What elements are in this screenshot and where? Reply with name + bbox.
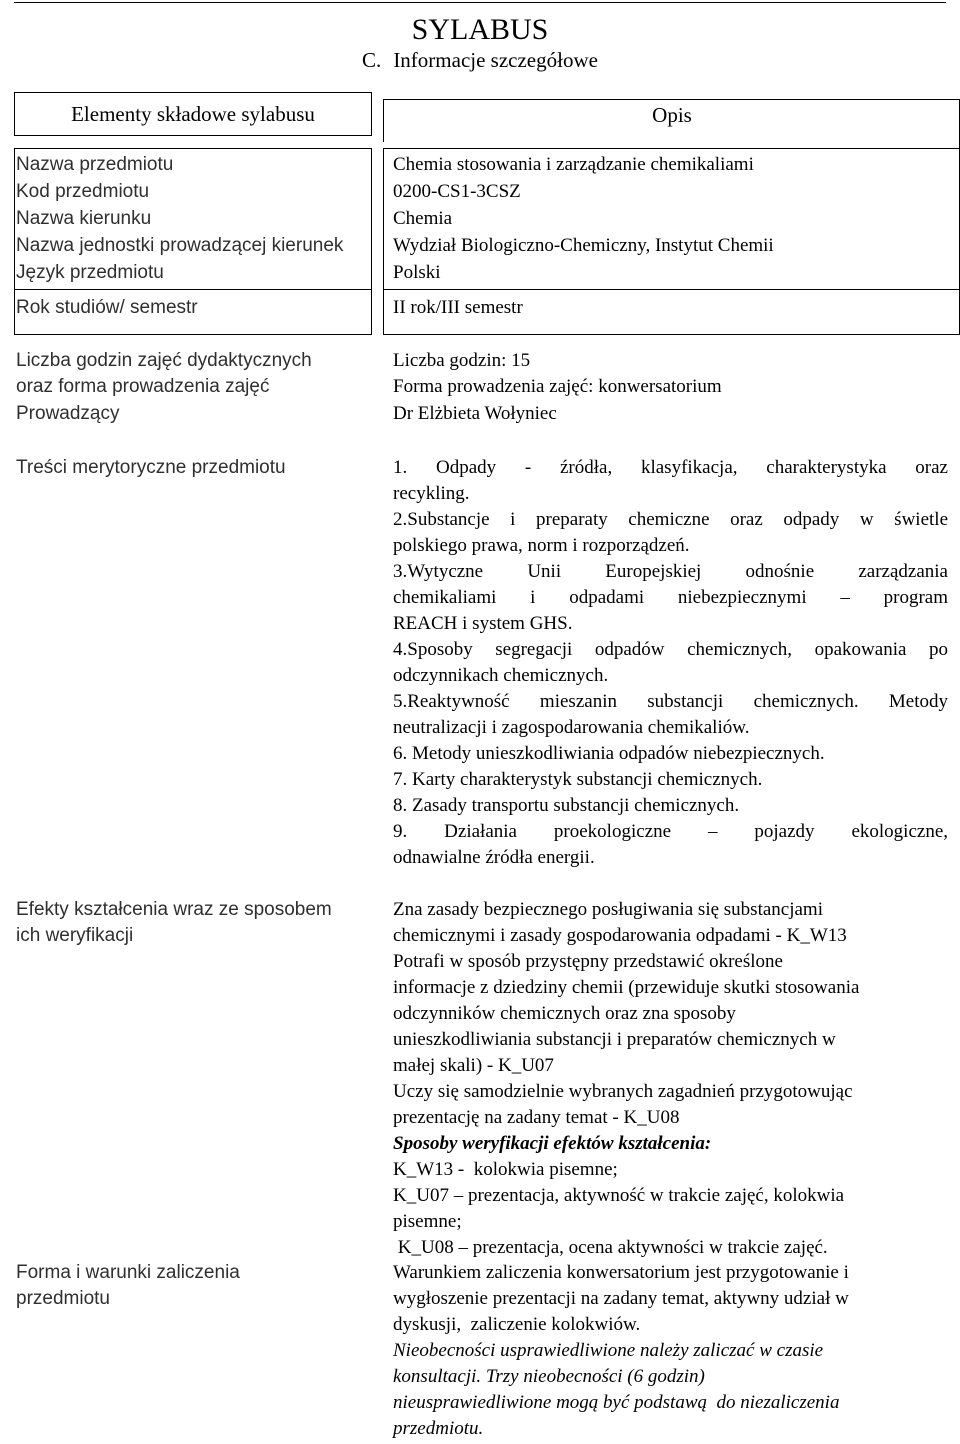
efekty-line: odczynników chemicznych oraz zna sposoby: [393, 1003, 736, 1024]
value-rok-studiow: II rok/III semestr: [393, 297, 523, 318]
efekty-line: małej skali) - K_U07: [393, 1055, 554, 1076]
efekty-list: [393, 897, 859, 1261]
label-forma-line1: Forma i warunki zaliczenia: [16, 1262, 240, 1283]
value-godziny-line1: Liczba godzin: 15: [393, 350, 531, 371]
efekty-line: informacje z dziedziny chemii (przewiduje skutki stosowania: [393, 977, 860, 998]
label-kod-przedmiotu: Kod przedmiotu: [16, 181, 150, 202]
top-rule: [14, 2, 946, 3]
weryfikacja-line: K_W13 - kolokwia pisemne;: [393, 1159, 618, 1180]
forma-italic-line: nieusprawiedliwione mogą być podstawą do niezaliczenia: [393, 1392, 840, 1413]
label-godziny-line1: Liczba godzin zajęć dydaktycznych: [16, 350, 312, 371]
value-jednostka: Wydział Biologiczno-Chemiczny, Instytut Chemii: [393, 235, 774, 256]
rule-section-divider-right: [383, 334, 960, 335]
tresci-line: odnawialne źródła energii.: [393, 847, 595, 868]
value-jezyk: Polski: [393, 262, 441, 283]
value-nazwa-kierunku: Chemia: [393, 208, 453, 229]
label-nazwa-przedmiotu: Nazwa przedmiotu: [16, 154, 174, 175]
forma-italic-line: przedmiotu.: [393, 1418, 484, 1439]
efekty-line: chemicznymi i zasady gospodarowania odpadami - K_W13: [393, 925, 847, 946]
label-forma-line2: przedmiotu: [16, 1288, 110, 1309]
rule-section-divider-left: [14, 334, 372, 335]
weryfikacja-heading: Sposoby weryfikacji efektów kształcenia:: [393, 1133, 712, 1154]
label-jednostka: Nazwa jednostki prowadzącej kierunek: [16, 235, 344, 256]
tresci-line: chemikaliami i odpadami niebezpiecznymi – program: [393, 587, 948, 608]
label-godziny-line2: oraz forma prowadzenia zajęć: [16, 376, 270, 397]
value-godziny-line2: Forma prowadzenia zajęć: konwersatorium: [393, 376, 722, 397]
tresci-line: polskiego prawa, norm i rozporządzeń.: [393, 535, 690, 556]
tresci-line: 9. Działania proekologiczne – pojazdy ekologiczne,: [393, 821, 948, 842]
rule-row-divider-left: [14, 289, 372, 290]
efekty-line: unieszkodliwiania substancji i preparatów chemicznych w: [393, 1029, 836, 1050]
rule-left-column-right: [371, 148, 372, 335]
rule-header-bottom-right: [383, 148, 960, 149]
efekty-line: Potrafi w sposób przystępny przedstawić określone: [393, 951, 783, 972]
label-rok-studiow: Rok studiów/ semestr: [16, 297, 198, 318]
value-nazwa-przedmiotu: Chemia stosowania i zarządzanie chemikaliami: [393, 154, 754, 175]
tresci-line: 7. Karty charakterystyk substancji chemicznych.: [393, 769, 763, 790]
forma-italic-line: Nieobecności usprawiedliwione należy zaliczać w czasie: [393, 1340, 824, 1361]
page-subtitle: [0, 47, 960, 73]
tresci-line: 8. Zasady transportu substancji chemicznych.: [393, 795, 740, 816]
page-title: SYLABUS: [411, 13, 549, 46]
weryfikacja-line: pisemne;: [393, 1211, 462, 1232]
tresci-line: neutralizacji i zagospodarowania chemikaliów.: [393, 717, 750, 738]
value-prowadzacy: Dr Elżbieta Wołyniec: [393, 403, 557, 424]
forma-list: [393, 1260, 849, 1442]
tresci-line: 5.Reaktywność mieszanin substancji chemicznych. Metody: [393, 691, 948, 712]
subtitle-text: Informacje szczegółowe: [393, 48, 598, 72]
efekty-line: Zna zasady bezpiecznego posługiwania się substancjami: [393, 899, 823, 920]
forma-line: wygłoszenie prezentacji na zadany temat, aktywny udział w: [393, 1288, 849, 1309]
label-jezyk: Język przedmiotu: [16, 262, 164, 283]
tresci-line: 4.Sposoby segregacji odpadów chemicznych, opakowania po: [393, 639, 948, 660]
rule-left-column-left: [14, 148, 15, 335]
rule-right-column-left: [383, 148, 384, 335]
label-prowadzacy: Prowadzący: [16, 403, 120, 424]
label-tresci-merytoryczne: Treści merytoryczne przedmiotu: [16, 457, 286, 478]
table-header-left: Elementy składowe sylabusu: [14, 92, 372, 136]
tresci-line: 2.Substancje i preparaty chemiczne oraz odpady w świetle: [393, 509, 948, 530]
tresci-line: 6. Metody unieszkodliwiania odpadów niebezpiecznych.: [393, 743, 825, 764]
tresci-line: recykling.: [393, 483, 470, 504]
tresci-line: 1. Odpady - źródła, klasyfikacja, charakterystyka oraz: [393, 457, 948, 478]
label-efekty-line1: Efekty kształcenia wraz ze sposobem: [16, 899, 332, 920]
subtitle-number: C.: [362, 48, 382, 72]
label-efekty-line2: ich weryfikacji: [16, 925, 134, 946]
rule-header-bottom-left: [14, 148, 372, 149]
forma-line: Warunkiem zaliczenia konwersatorium jest przygotowanie i: [393, 1262, 849, 1283]
label-nazwa-kierunku: Nazwa kierunku: [16, 208, 152, 229]
efekty-line: prezentację na zadany temat - K_U08: [393, 1107, 680, 1128]
tresci-line: REACH i system GHS.: [393, 613, 573, 634]
tresci-line: odczynnikach chemicznych.: [393, 665, 609, 686]
efekty-line: Uczy się samodzielnie wybranych zagadnień przygotowując: [393, 1081, 853, 1102]
table-header-right: Opis: [383, 99, 960, 142]
tresci-list: [393, 455, 948, 871]
forma-line: dyskusji, zaliczenie kolokwiów.: [393, 1314, 641, 1335]
weryfikacja-line: K_U07 – prezentacja, aktywność w trakcie zajęć, kolokwia: [393, 1185, 845, 1206]
weryfikacja-line: K_U08 – prezentacja, ocena aktywności w trakcie zajęć.: [393, 1237, 828, 1258]
forma-italic-line: konsultacji. Trzy nieobecności (6 godzin): [393, 1366, 705, 1387]
value-kod-przedmiotu: 0200-CS1-3CSZ: [393, 181, 521, 202]
tresci-line: 3.Wytyczne Unii Europejskiej odnośnie zarządzania: [393, 561, 948, 582]
rule-row-divider-right: [383, 289, 960, 290]
